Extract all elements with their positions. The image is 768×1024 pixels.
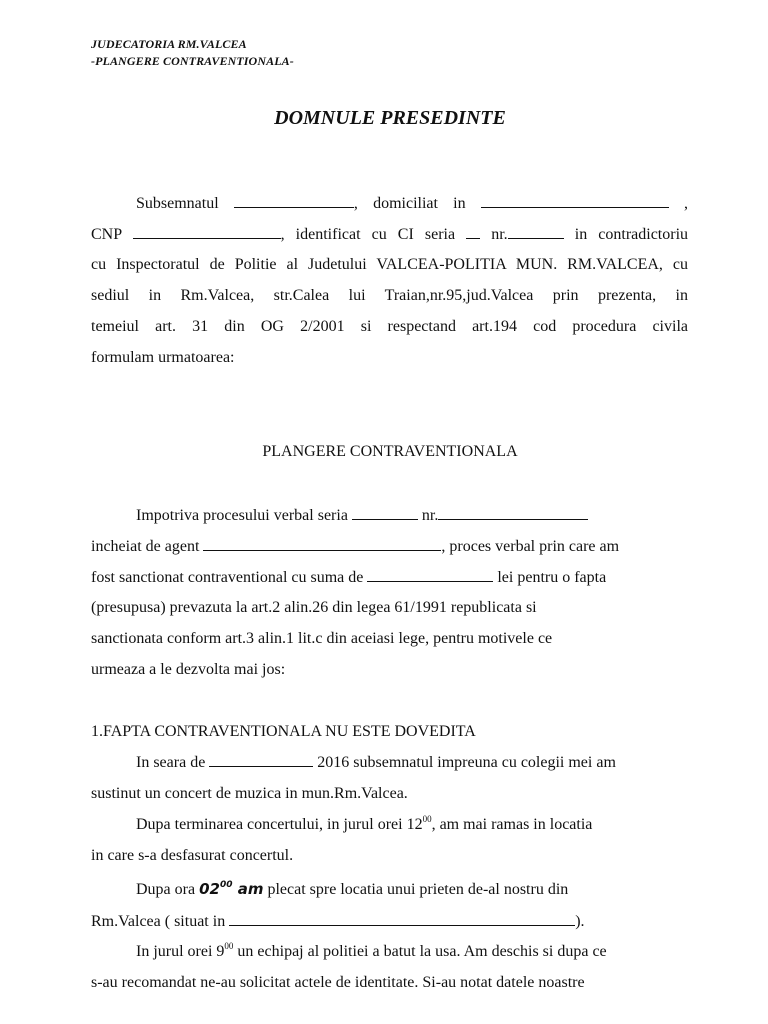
name-blank[interactable] <box>234 193 354 208</box>
point-1-line-7: In jurul orei $9^{00}$ un echipaj al politiei a batut la usa. Am deschis si dupa ce <box>136 941 607 960</box>
fine-amount-blank[interactable] <box>367 567 493 582</box>
cnp-blank[interactable] <box>133 224 281 239</box>
point-1-line-3: Dupa terminarea concertului, in jurul orei $12^{00}$, am mai ramas in locatia <box>136 814 593 833</box>
agent-blank[interactable] <box>203 536 441 551</box>
complaint-line-6: urmeaza a le dezvolta mai jos: <box>91 661 286 678</box>
section-title: PLANGERE CONTRAVENTIONALA <box>262 443 518 460</box>
point-1-line-2: sustinut un concert de muzica in mun.Rm.Valcea. <box>91 785 408 802</box>
complaint-line-2: incheiat de agent , proces verbal prin care am <box>91 538 620 555</box>
point-1-line-8: s-au recomandat ne-au solicitat actele de identitate. Si-au notat datele noastre <box>91 974 585 991</box>
intro-line-6: formulam urmatoarea: <box>91 349 235 366</box>
pv-number-blank[interactable] <box>438 505 588 520</box>
point-1-line-4: in care s-a desfasurat concertul. <box>91 847 294 864</box>
location-blank[interactable] <box>229 911 575 926</box>
pv-series-blank[interactable] <box>352 505 418 520</box>
point-1-line-1: In seara de 2016 subsemnatul impreuna cu colegii mei am <box>136 754 616 771</box>
point-1-heading: 1.FAPTA CONTRAVENTIONALA NU ESTE DOVEDITA <box>91 723 476 740</box>
complaint-line-1: Impotriva procesului verbal seria nr. <box>136 505 688 526</box>
complaint-line-3: fost sanctionat contraventional cu suma de lei pentru o fapta <box>91 569 607 586</box>
intro-line-3: cu Inspectoratul de Politie al Judetului VALCEA-POLITIA MUN. RM.VALCEA, cu <box>91 256 688 273</box>
point-1-line-5: Dupa ora $02^{00}$ am plecat spre locatia unui prieten de-al nostru din <box>136 880 569 898</box>
date-blank[interactable] <box>209 752 313 767</box>
intro-line-2: CNP , identificat cu CI seria nr. in contradictoriu <box>91 226 689 243</box>
intro-line-1: Subsemnatul , domiciliat in , <box>136 195 689 212</box>
court-name: JUDECATORIA RM.VALCEA <box>91 37 247 51</box>
document-subject: -PLANGERE CONTRAVENTIONALA- <box>91 54 294 68</box>
complaint-line-5: sanctionata conform art.3 alin.1 lit.c din aceiasi lege, pentru motivele ce <box>91 630 553 647</box>
complaint-line-4: (presupusa) prevazuta la art.2 alin.26 din legea 61/1991 republicata si <box>91 599 537 616</box>
intro-line-4: sediul in Rm.Valcea, str.Calea lui Traian,nr.95,jud.Valcea prin prezenta, in <box>91 287 688 304</box>
ci-series-blank[interactable] <box>466 224 480 239</box>
ci-number-blank[interactable] <box>508 224 564 239</box>
address-blank[interactable] <box>481 193 669 208</box>
page-title: DOMNULE PRESEDINTE <box>274 107 506 129</box>
point-1-line-6: Rm.Valcea ( situat in ). <box>91 913 585 930</box>
intro-line-5: temeiul art. 31 din OG 2/2001 si respectand art.194 cod procedura civila <box>91 318 688 335</box>
